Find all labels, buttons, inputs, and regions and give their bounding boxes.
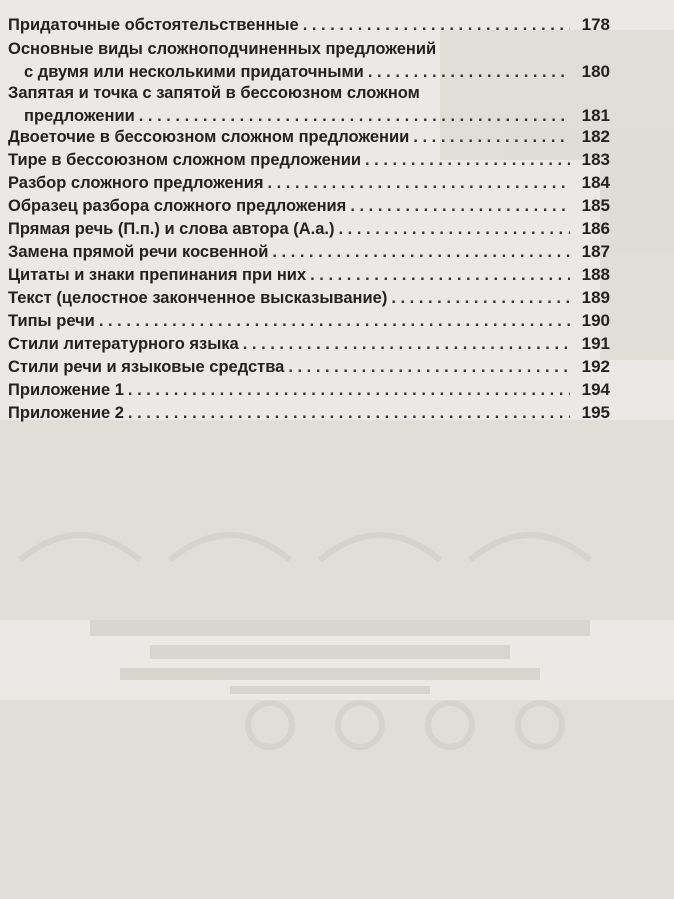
toc-entry-title: Тире в бессоюзном сложном предложении [8, 151, 362, 169]
dot-leader [365, 149, 570, 172]
toc-entry-title: Стили литературного языка [8, 335, 239, 353]
toc-page-number: 181 [581, 105, 610, 125]
toc-entry-title: Приложение 2 [8, 404, 124, 422]
dot-leader [413, 126, 570, 149]
toc-page-number: 192 [581, 357, 610, 376]
toc-entry-title: Текст (целостное законченное высказывание) [8, 289, 388, 307]
dot-leader [310, 264, 570, 287]
toc-entry-title: Цитаты и знаки препинания при них [8, 266, 307, 284]
dot-leader [391, 287, 570, 310]
toc-page-number: 186 [581, 219, 610, 238]
toc-entry [8, 402, 612, 425]
toc-entry [8, 82, 612, 127]
toc-page-number: 188 [581, 265, 610, 284]
dot-leader [272, 241, 570, 264]
toc-page-number: 180 [581, 61, 610, 81]
dot-leader [99, 310, 570, 333]
toc-page-number: 178 [581, 15, 610, 34]
toc-entry [8, 38, 612, 83]
toc-entry-title: Стили речи и языковые средства [8, 358, 285, 376]
dot-leader [128, 402, 570, 425]
toc-page-number: 189 [581, 288, 610, 307]
toc-entry-title: Придаточные обстоятельственные [8, 16, 299, 34]
toc-entry-title: Типы речи [8, 312, 95, 330]
dot-leader [267, 172, 570, 195]
toc-page-number: 182 [581, 127, 610, 146]
toc-entry [8, 195, 612, 218]
toc-entry [8, 356, 612, 379]
toc-entry [8, 264, 612, 287]
toc-page-number: 187 [581, 242, 610, 261]
toc-page-number: 194 [581, 380, 610, 399]
toc-page-number: 195 [581, 403, 610, 422]
toc-entry [8, 333, 612, 356]
toc-page-number: 183 [581, 150, 610, 169]
dot-leader [128, 379, 570, 402]
dot-leader [139, 105, 570, 128]
toc-entry-title: Приложение 1 [8, 381, 124, 399]
dot-leader [303, 14, 570, 37]
toc-entry [8, 14, 612, 37]
toc-entry-title: Замена прямой речи косвенной [8, 243, 269, 261]
toc-page-number: 191 [581, 334, 610, 353]
toc-entry-title: Прямая речь (П.п.) и слова автора (А.а.) [8, 220, 335, 238]
toc-entry [8, 241, 612, 264]
toc-entry-title: Основные виды сложноподчиненных предложений [8, 40, 437, 58]
toc-entry [8, 218, 612, 241]
toc-entry-title: Запятая и точка с запятой в бессоюзном сложном [8, 84, 420, 102]
dot-leader [368, 61, 570, 84]
toc-entry-title: Образец разбора сложного предложения [8, 197, 347, 215]
toc-page-number: 190 [581, 311, 610, 330]
toc-entry-title-continued: предложении [24, 106, 135, 125]
toc-entry [8, 126, 612, 149]
toc-entry [8, 172, 612, 195]
toc-page-number: 184 [581, 173, 610, 192]
dot-leader [350, 195, 570, 218]
dot-leader [339, 218, 570, 241]
toc-entry-title-continued: с двумя или несколькими придаточными [24, 62, 364, 81]
toc-entry [8, 287, 612, 310]
toc-entry-title: Двоеточие в бессоюзном сложном предложении [8, 128, 410, 146]
dot-leader [288, 356, 570, 379]
toc-entry [8, 149, 612, 172]
toc-entry [8, 379, 612, 402]
toc-entry-title: Разбор сложного предложения [8, 174, 264, 192]
toc-entry [8, 310, 612, 333]
dot-leader [243, 333, 570, 356]
toc-page-number: 185 [581, 196, 610, 215]
